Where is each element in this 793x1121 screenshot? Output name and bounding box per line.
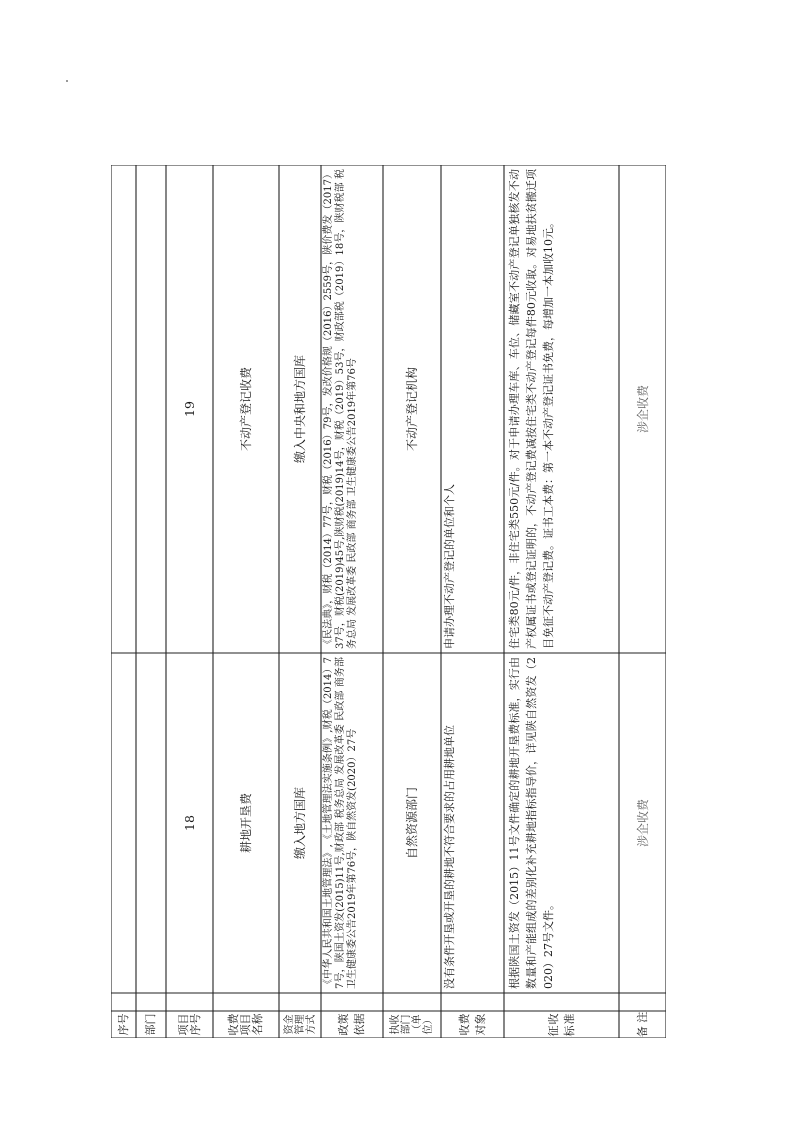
- header-item-no: 项目序号: [176, 1013, 202, 1036]
- header-remarks: 备 注: [635, 1011, 649, 1038]
- fee-table: [111, 165, 666, 1038]
- header-fund-mgmt: 资金管理方式: [283, 1014, 317, 1035]
- row-18-target: 没有条件开垦或开垦的耕地不符合要求的占用耕地单位: [443, 725, 456, 989]
- row-18-name: 耕地开垦费: [239, 793, 253, 854]
- row-19-standard: 住宅类80元/件，非住宅类550元/件。对于申请办理车库、车位、储藏室不动产登记单独核发不动产权属证书或登记证明的，不动产登记费减按住宅类不动产登记每件80元收取。对易地扶贫搬迁项目免征不动产登记费。证书工本费：第一本不动产登记证书免费，每增加一本加收10元。: [508, 169, 555, 649]
- row-19-exec-dept: 不动产登记机构: [405, 367, 419, 452]
- header-exec-dept: 执收部门（单位）: [390, 1014, 434, 1035]
- row-19-remarks: 涉企收费: [635, 385, 650, 434]
- row-18-remarks: 涉企收费: [635, 799, 650, 848]
- row-18-exec-dept: 自然资源部门: [405, 787, 419, 860]
- header-seq: 序号: [116, 1013, 130, 1036]
- header-standard: 征收标准: [546, 1012, 576, 1037]
- header-target: 收费对象: [457, 1013, 487, 1036]
- row-18-item-no: 18: [181, 815, 197, 831]
- header-policy: 政策依据: [337, 1013, 366, 1036]
- header-project-name: 收费项目名称: [227, 1013, 264, 1036]
- row-19-policy: 《民法典》，财税（2014）77号，财税（2016）79号，发改价格规（2016）2559号，陕价费发（2017）37号，财税(2019)45号,陕财税(2019)14号，财税（2019）53号，财政部税（2019）18号，陕财税部 税务总局 发展改革委 民政部 商务部 卫生健康委公告2019年第76号: [323, 169, 358, 649]
- row-19-item-no: 19: [181, 401, 197, 417]
- row-19-target: 申请办理不动产登记的单位和个人: [443, 484, 456, 649]
- row-18-standard: 根据陕国土资发（2015）11号文件确定的耕地开垦费标准，实行由数量和产能组成的差别化补充耕地指标指导价，详见陕自然资发（2020）27号文件。: [508, 657, 555, 989]
- row-18-policy: 《中华人民共和国土地管理法》,《土地管理法实施条例》,财税（2014）77号，陕国土资发(2015)11号,财政部 税务总局 发展改革委 民政部 商务部 卫生健康委公告2019年第76号，陕自然资发(2020）27号: [323, 657, 358, 989]
- row-19-name: 不动产登记收费: [239, 367, 253, 452]
- row-18-fund-mgmt: 缴入地方国库: [293, 787, 307, 860]
- header-dept: 部门: [144, 1013, 157, 1036]
- row-19-fund-mgmt: 缴入中央和地方国库: [293, 355, 307, 464]
- scan-speck: [66, 80, 68, 82]
